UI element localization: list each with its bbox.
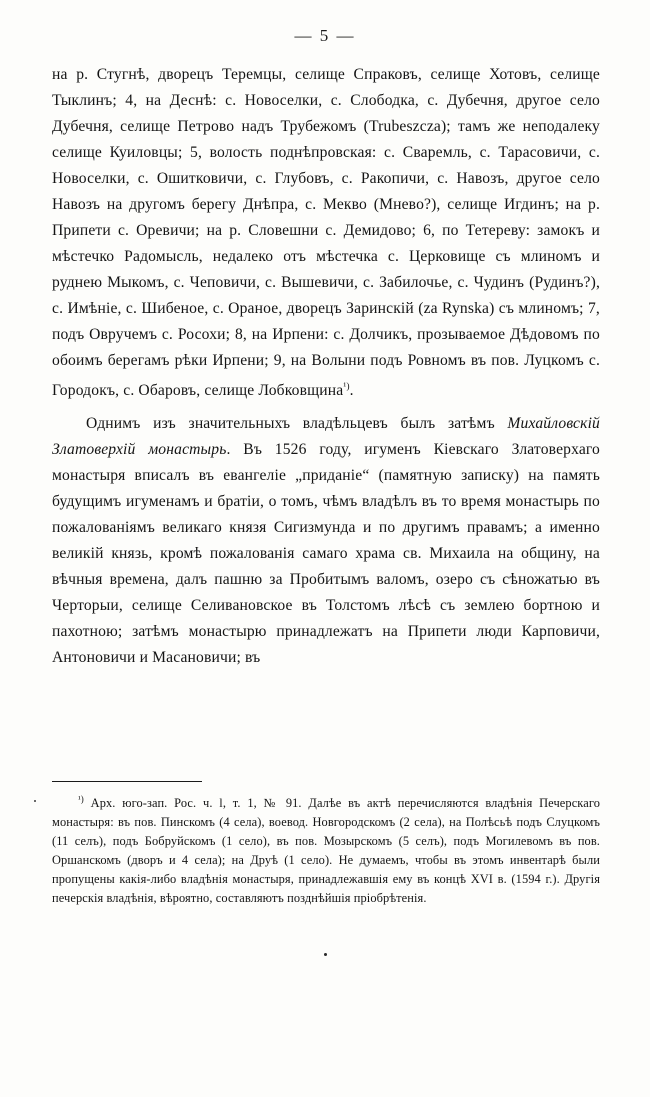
footnote-reference-1: ¹) bbox=[343, 382, 350, 392]
footnote-paragraph bbox=[52, 790, 600, 908]
margin-dot bbox=[34, 800, 36, 802]
page-bottom-dot bbox=[324, 953, 327, 956]
monastery-name-italic: Михайловскiй Златоверхiй монастырь bbox=[52, 415, 600, 459]
footnote-text: Арх. юго-зап. Рос. ч. l, т. 1, № 91. Далѣе въ актѣ перечисляются владѣнiя Печерскаго монастыря: въ пов. Пинскомъ (4 села), воевод. Новгородскомъ (2 села), на Полѣсьѣ подъ Слуцкомъ (11 селъ), подъ Бобруйскомъ (1 село), въ пов. Мозырскомъ (5 селъ), подъ Могилевомъ въ пов. Оршанскомъ (дворъ и 4 села); на Друѣ (1 село). Не думаемъ, чтобы въ этомъ инвентарѣ были пропущены какiя-либо владѣнiя монастыря, принадлежавшiя ему въ концѣ XVI в. (1594 г.). Другiя печерскiя владѣнiя, вѣроятно, составляютъ позднѣйшiя прiобрѣтенiя. bbox=[52, 796, 600, 906]
page-number: — 5 — bbox=[294, 26, 356, 45]
footnote-marker: ¹) bbox=[78, 794, 84, 804]
paragraph-1-text: на р. Стугнѣ, дворецъ Теремцы, селище Спраковъ, селище Хотовъ, селище Тыклинъ; 4, на Деснѣ: с. Новоселки, с. Слободка, с. Дубечня, другое село Дубечня, селище Петрово надъ Трубежомъ (Trubeszcza); тамъ же неподалеку селище Куиловцы; 5, волость поднѣпровская: с. Сваремль, с. Тарасовичи, с. Новоселки, с. Ошитковичи, с. Глубовъ, с. Ракопичи, с. Навозъ, другое село Навозъ на другомъ берегу Днѣпра, с. Мекво (Мнево?), селище Игдинъ; на р. Припети с. Оревичи; на р. Словешни с. Демидово; 6, по Тетереву: замокъ и мѣстечко Радомысль, недалеко отъ мѣстечка с. Церковище съ млиномъ и руднею Мыкомъ, с. Чеповичи, с. Вышевичи, с. Забилочье, с. Чудинъ (Рудинъ?), с. Имѣнiе, с. Шибеное, с. Ораное, дворецъ Заринскiй (za Rynska) съ млиномъ; 7, подъ Овручемъ с. Росохи; 8, на Ирпени: с. Долчикъ, прозываемое Дѣдовомъ по обоимъ берегамъ рѣки Ирпени; 9, на Волыни подъ Ровномъ въ пов. Луцкомъ с. Городокъ, с. Обаровъ, селище Лобковщина bbox=[52, 66, 600, 400]
footnote-separator bbox=[52, 781, 202, 782]
paragraph-estates-list bbox=[52, 62, 600, 404]
footnote-block bbox=[52, 790, 600, 908]
paragraph-monastery bbox=[52, 411, 600, 671]
paragraph-2-lead: Однимъ изъ значительныхъ владѣльцевъ былъ затѣмъ bbox=[86, 415, 508, 433]
paragraph-1-tail: . bbox=[349, 382, 354, 400]
body-text-block bbox=[52, 62, 600, 671]
paragraph-2-rest: . Въ 1526 году, игуменъ Кiевскаго Златоверхаго монастыря вписалъ въ евангелiе „приданiе“ (памятную записку) на память будущимъ игуменамъ и братiи, о томъ, чѣмъ владѣлъ въ то время монастырь по пожалованiямъ великаго князя Сигизмунда и по другимъ правамъ; а именно великiй князь, кромѣ пожалованiя самаго храма св. Михаила на общину, на вѣчныя времена, далъ пашню за Пробитымъ валомъ, озеро съ сѣножатью въ Черторыи, селище Селивановское въ Толстомъ лѣсѣ съ землею бортною и пахотною; затѣмъ монастырю принадлежатъ на Припети люди Карповичи, Антоновичи и Масановичи; въ bbox=[52, 441, 600, 667]
